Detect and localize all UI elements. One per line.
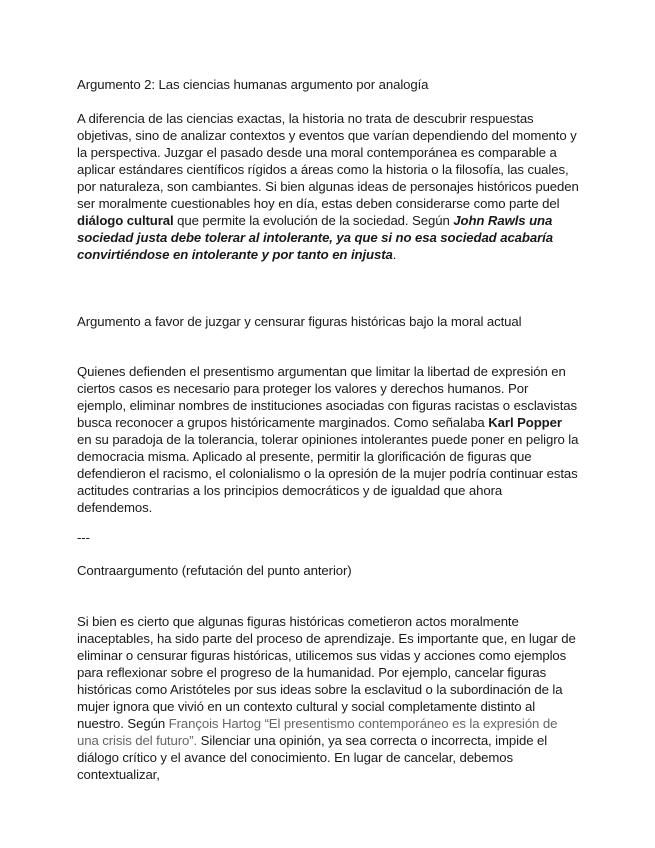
paragraph-argumento-2 xyxy=(77,110,579,263)
paragraph-text: . xyxy=(392,247,397,262)
paragraph-text: en su paradoja de la tolerancia, tolerar opiniones intolerantes puede poner en peligro la democracia misma. Aplicado al presente, permitir la glorificación de figuras que defendieron el racismo, el colonialismo o la opresión de la mujer podría continuar estas actitudes contrarias a los principios democráticos y de igualdad que ahora defendemos. xyxy=(77,432,579,515)
grey-hartog-quote: François Hartog “El presentismo contemporáneo es la expresión de una crisis del futuro”. xyxy=(77,716,558,748)
paragraph-text: Si bien es cierto que algunas figuras históricas cometieron actos moralmente inaceptables, ha sido parte del proceso de aprendizaje. Es importante que, en lugar de eliminar o censurar figuras históricas, utilicemos sus vidas y acciones como ejemplos para reflexionar sobre el progreso de la humanidad. Por ejemplo, cancelar figuras históricas como Aristóteles por sus ideas sobre la esclavitud o la subordinación de la mujer ignora que vivió en un contexto cultural y social completamente distinto al nuestro. Según xyxy=(77,614,576,731)
heading-argumento-favor: Argumento a favor de juzgar y censurar figuras históricas bajo la moral actual xyxy=(77,314,522,329)
heading-contraargumento: Contraargumento (refutación del punto anterior) xyxy=(77,563,352,578)
paragraph-argumento-favor xyxy=(77,363,579,516)
bold-karl-popper: Karl Popper xyxy=(488,415,562,430)
paragraph-contraargumento xyxy=(77,613,579,783)
paragraph-text: Quienes defienden el presentismo argumentan que limitar la libertad de expresión en ciertos casos es necesario para proteger los valores y derechos humanos. Por ejemplo, eliminar nombres de instituciones asociadas con figuras racistas o esclavistas busca reconocer a grupos históricamente marginados. Como señalaba xyxy=(77,364,577,430)
paragraph-text: que permite la evolución de la sociedad. Según xyxy=(173,213,454,228)
heading-argumento-2: Argumento 2: Las ciencias humanas argumento por analogía xyxy=(77,77,429,92)
bold-italic-rawls-quote: John Rawls una sociedad justa debe tolerar al intolerante, ya que si no esa sociedad acabaría convirtiéndose en intolerante y por tanto en injusta xyxy=(77,213,553,262)
paragraph-text: A diferencia de las ciencias exactas, la historia no trata de descubrir respuestas objetivas, sino de analizar contextos y eventos que varían dependiendo del momento y la perspectiva. Juzgar el pasado desde una moral contemporánea es comparable a aplicar estándares científicos rígidos a áreas como la historia o la filosofía, las cuales, por naturaleza, son cambiantes. Si bien algunas ideas de personajes históricos pueden ser moralmente cuestionables hoy en día, estas deben considerarse como parte del xyxy=(77,111,579,211)
separator-dashes: --- xyxy=(77,530,90,545)
paragraph-text: Silenciar una opinión, ya sea correcta o incorrecta, impide el diálogo crítico y el avance del conocimiento. En lugar de cancelar, debemos contextualizar, xyxy=(77,733,548,782)
bold-dialogo-cultural: diálogo cultural xyxy=(77,213,174,228)
